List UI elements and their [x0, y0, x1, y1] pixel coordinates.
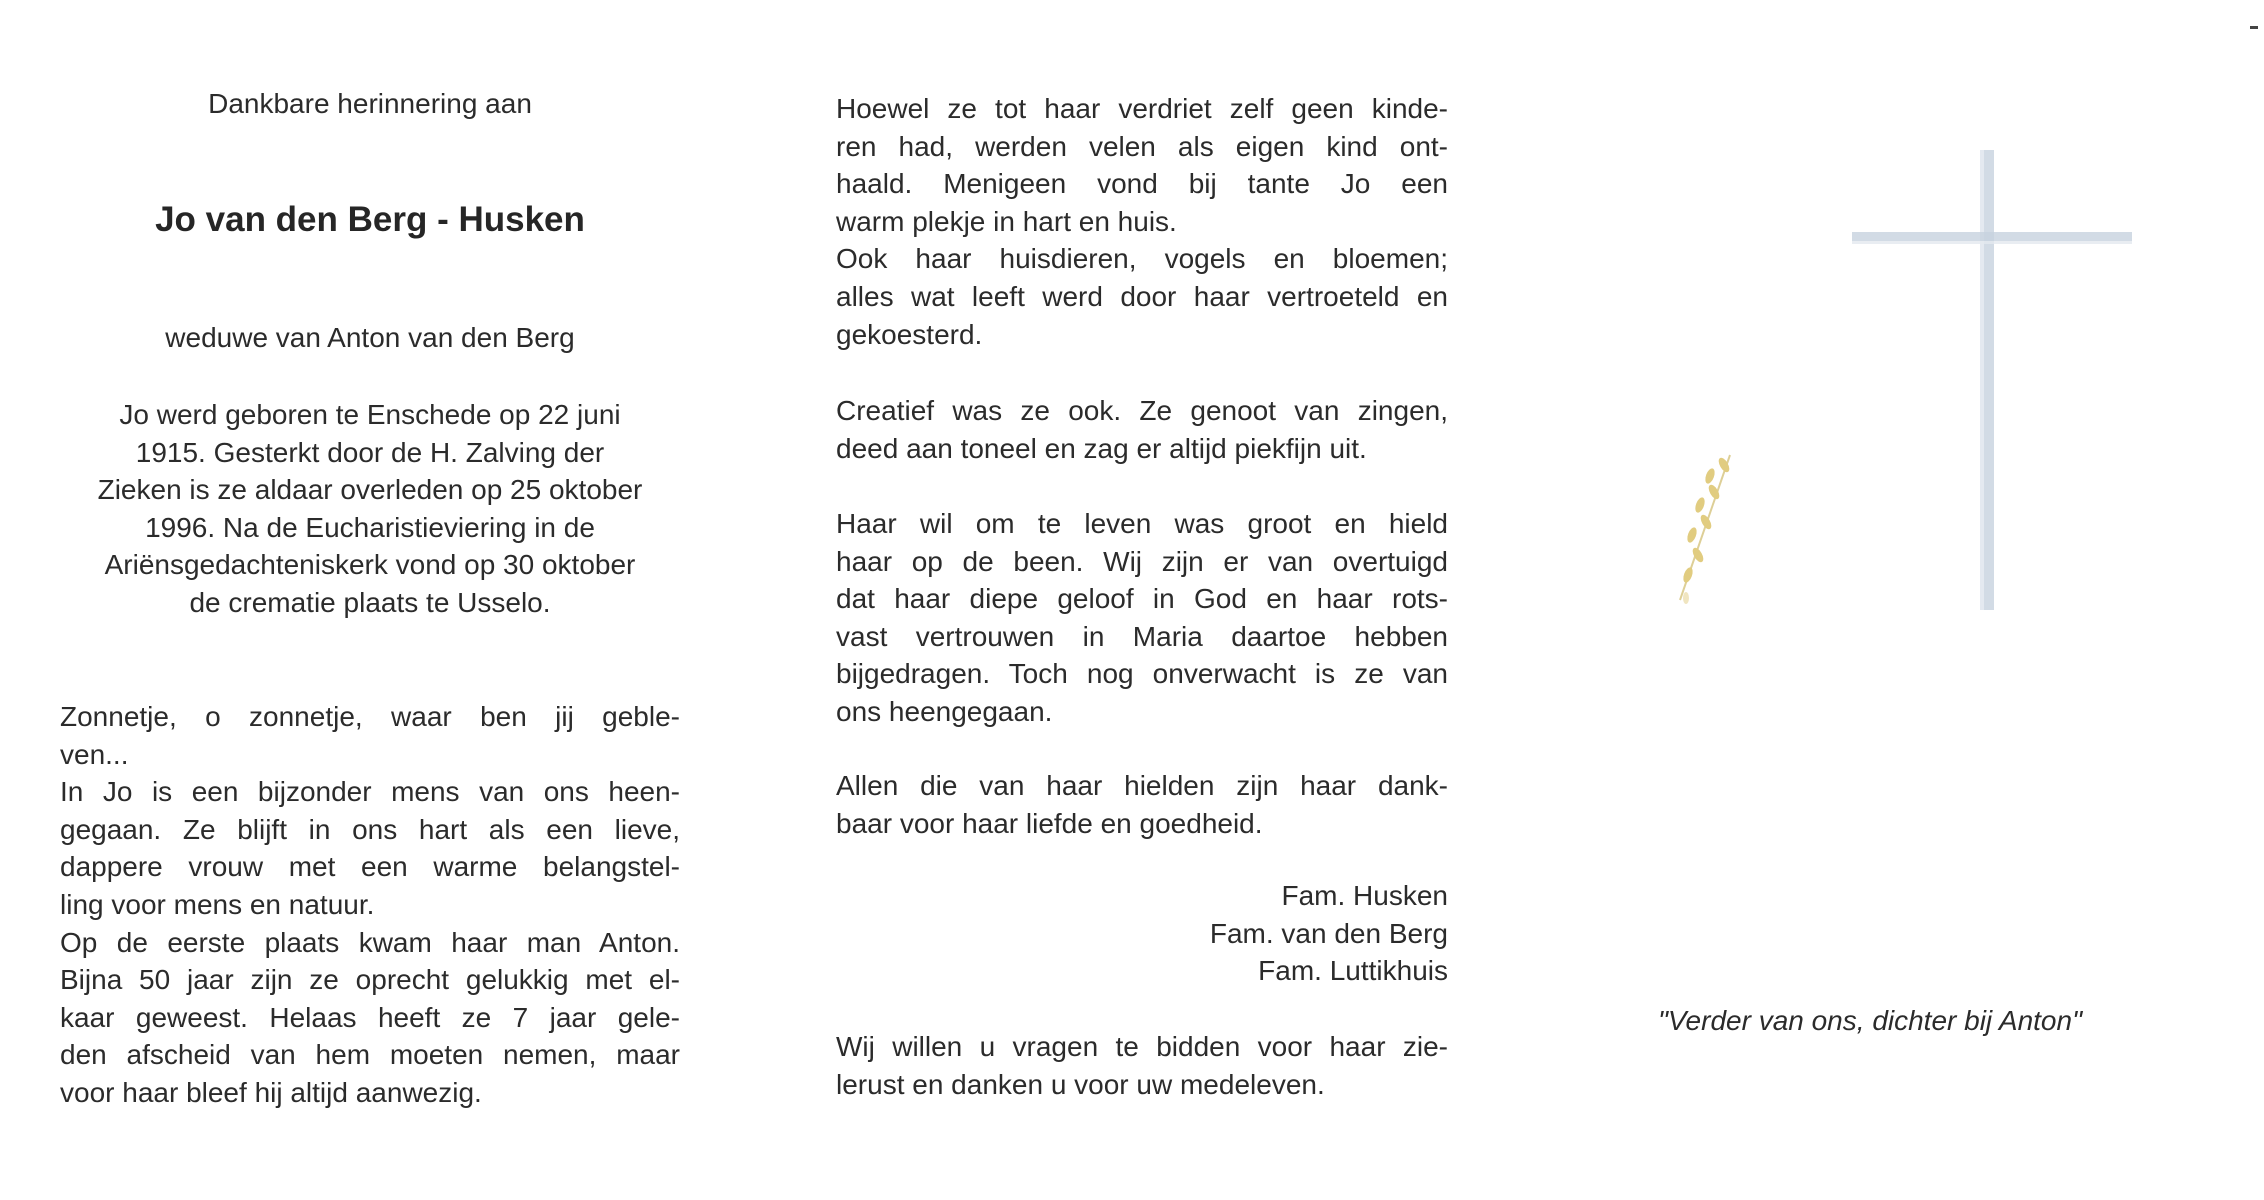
tribute-line: Op de eerste plaats kwam haar man Anton.	[60, 926, 680, 958]
tribute-line: dappere vrouw met een warme belangstel-	[60, 851, 680, 883]
bio-line: de crematie plaats te Usselo.	[189, 586, 551, 618]
paragraph-children	[836, 90, 1448, 353]
edge-mark	[2250, 26, 2258, 29]
tribute-line: In Jo is een bijzonder mens van ons heen-	[60, 776, 680, 808]
quote-text: "Verder van ons, dichter bij Anton"	[1657, 1005, 2083, 1036]
bio-line: Jo werd geboren te Enschede op 22 juni	[119, 399, 621, 430]
tribute-line: voor haar bleef hij altijd aanwezig.	[60, 1076, 482, 1108]
paragraph-line: gekoesterd.	[836, 318, 983, 350]
paragraph-line: bijgedragen. Toch nog onverwacht is ze van	[836, 658, 1448, 690]
tribute-line: kaar geweest. Helaas heeft ze 7 jaar gele-	[60, 1001, 680, 1033]
tribute-line: Zonnetje, o zonnetje, waar ben jij geble-	[60, 701, 680, 732]
tribute-line: den afscheid van hem moeten nemen, maar	[60, 1039, 680, 1071]
paragraph-line: ren had, werden velen als eigen kind ont-	[836, 130, 1448, 162]
paragraph-line: Creatief was ze ook. Ze genoot van zingen,	[836, 395, 1448, 426]
family-name: Fam. Luttikhuis	[1258, 955, 1448, 987]
paragraph-line: dat haar diepe geloof in God en haar rots-	[836, 583, 1448, 615]
tribute-paragraph	[60, 698, 680, 1112]
family-name: Fam. Husken	[1281, 880, 1448, 911]
family-name: Fam. van den Berg	[1209, 917, 1448, 949]
paragraph-line: warm plekje in hart en huis.	[836, 205, 1177, 237]
paragraph-line: ons heengegaan.	[836, 695, 1053, 727]
bio-line: Ariënsgedachteniskerk vond op 30 oktober	[104, 549, 636, 581]
bio-paragraph	[60, 396, 680, 622]
paragraph-line: Haar wil om te leven was groot en hield	[836, 508, 1448, 539]
deceased-name: Jo van den Berg - Husken	[155, 200, 585, 239]
bio-line: 1996. Na de Eucharistieviering in de	[145, 511, 595, 543]
tribute-line: ven...	[60, 738, 129, 770]
paragraph-creative	[836, 392, 1448, 467]
intro-text: Dankbare herinnering aan	[208, 88, 532, 119]
paragraph-prayer	[836, 1028, 1448, 1103]
bio-line: 1915. Gesterkt door de H. Zalving der	[135, 436, 605, 468]
bio-line: Zieken is ze aldaar overleden op 25 oktober	[97, 474, 643, 506]
paragraph-thanks	[836, 767, 1448, 842]
paragraph-line: baar voor haar liefde en goedheid.	[836, 807, 1263, 839]
cross-icon	[1852, 150, 2132, 610]
family-signatures	[836, 877, 1448, 990]
widow-text: weduwe van Anton van den Berg	[165, 322, 575, 353]
wheat-ear-icon	[1680, 455, 1731, 604]
paragraph-line: lerust en danken u voor uw medeleven.	[836, 1068, 1325, 1100]
paragraph-line: haar op de been. Wij zijn er van overtuigd	[836, 545, 1448, 577]
tribute-line: gegaan. Ze blijft in ons hart als een lieve,	[60, 813, 680, 845]
paragraph-line: deed aan toneel en zag er altijd piekfijn uit.	[836, 432, 1367, 464]
paragraph-line: alles wat leeft werd door haar vertroeteld en	[836, 280, 1448, 312]
right-panel	[1580, 0, 2264, 1200]
paragraph-line: Hoewel ze tot haar verdriet zelf geen kinde-	[836, 93, 1448, 124]
paragraph-faith	[836, 505, 1448, 731]
paragraph-line: Allen die van haar hielden zijn haar dank-	[836, 770, 1448, 801]
paragraph-line: haald. Menigeen vond bij tante Jo een	[836, 168, 1448, 200]
paragraph-line: Wij willen u vragen te bidden voor haar zie-	[836, 1031, 1448, 1062]
paragraph-line: vast vertrouwen in Maria daartoe hebben	[836, 620, 1448, 652]
tribute-line: ling voor mens en natuur.	[60, 888, 375, 920]
paragraph-line: Ook haar huisdieren, vogels en bloemen;	[836, 243, 1448, 275]
tribute-line: Bijna 50 jaar zijn ze oprecht gelukkig met el-	[60, 964, 680, 996]
